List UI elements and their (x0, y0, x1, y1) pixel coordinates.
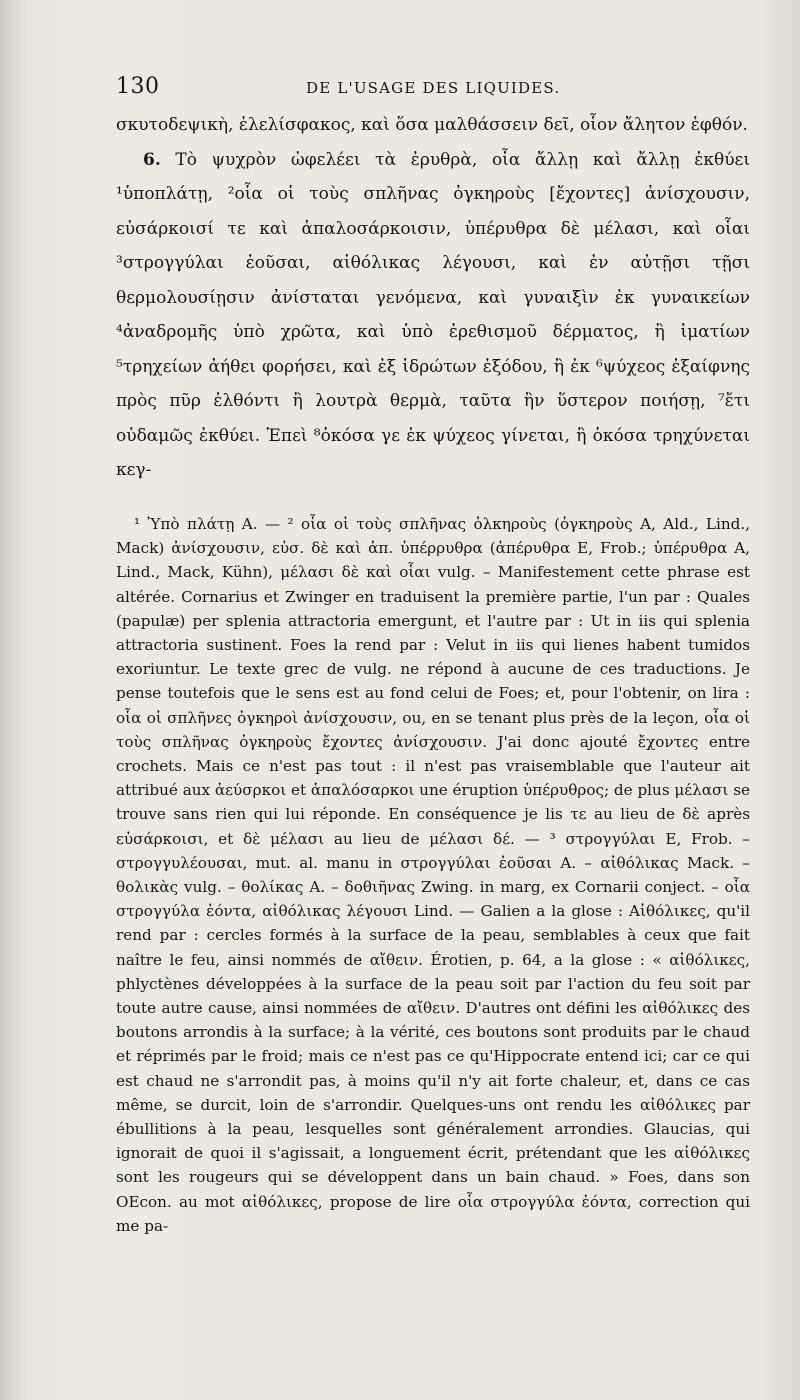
paragraph-6-text: Τὸ ψυχρὸν ὠφελέει τὰ ἐρυθρὰ, οἷα ἄλλῃ καὶ ἄλλῃ ἐκθύει ¹ὑποπλάτῃ, ²οἷα οἱ τοὺς σπλῆνας ὀγκηροὺς [ἔχοντες] ἀνίσχουσιν, εὐσάρκοισί τε καὶ ἁπαλοσάρκοισιν, ὑπέρυθρα δὲ μέλασι, καὶ οἷαι ³στρογγύλαι ἐοῦσαι, αἰθόλικας λέγουσι, καὶ ἐν αὐτῇσι τῇσι θερμολουσίῃσιν ἀνίσταται γενόμενα, καὶ γυναιξὶν ἐκ γυναικείων ⁴ἀναδρομῆς ὑπὸ χρῶτα, καὶ ὑπὸ ἐρεθισμοῦ δέρματος, ἢ ἱματίων ⁵τρηχείων ἀήθει φορήσει, καὶ ἐξ ἱδρώτων ἐξόδου, ἢ ἐκ ⁶ψύχεος ἐξαίφνης πρὸς πῦρ ἐλθόντι ἢ λουτρὰ θερμὰ, ταῦτα ἢν ὕστερον ποιήσῃ, ⁷ἔτι οὐδαμῶς ἐκθύει. Ἐπεὶ ⁸ὁκόσα γε ἐκ ψύχεος γίνεται, ἢ ὁκόσα τρηχύνεται κεγ- (116, 149, 750, 480)
footnotes (116, 512, 750, 1238)
paragraph-6 (116, 143, 750, 488)
page-number: 130 (116, 74, 160, 99)
page-header (116, 70, 750, 110)
running-title: DE L'USAGE DES LIQUIDES. (306, 79, 561, 97)
main-text (116, 108, 750, 488)
footnote-text: ¹ Ὑπὸ πλάτῃ A. — ² οἷα οἱ τοὺς σπλῆνας ὀλκηροὺς (ὀγκηροὺς A, Ald., Lind., Mack) ἀνίσχουσιν, εὐσ. δὲ καὶ ἁπ. ὑπέρρυθρα (ἀπέρυθρα E, Frob.; ὑπέρυθρα A, Lind., Mack, Kühn), μέλασι δὲ καὶ οἷαι vulg. – Manifestement cette phrase est altérée. Cornarius et Zwinger en traduisent la première partie, l'un par : Quales (papulæ) per splenia attractoria emergunt, et l'autre par : Ut in iis qui splenia attractoria sustinent. Foes la rend par : Velut in iis qui lienes habent tumidos exoriuntur. Le texte grec de vulg. ne répond à aucune de ces traductions. Je pense toutefois que le sens est au fond celui de Foes; et, pour l'obtenir, on lira : οἷα οἱ σπλῆνες ὀγκηροὶ ἀνίσχουσιν, ou, en se tenant plus près de la leçon, οἷα οἱ τοὺς σπλῆνας ὀγκηροὺς ἔχοντες ἀνίσχουσιν. J'ai donc ajouté ἔχοντες entre crochets. Mais ce n'est pas tout : il n'est pas vraisemblable que l'auteur ait attribué aux ἀεύσρκοι et ἁπαλόσαρκοι une éruption ὑπέρυθρος; de plus μέλασι se trouve sans rien qui lui réponde. En conséquence je lis τε au lieu de δὲ après εὐσάρκοισι, et δὲ μέλασι au lieu de μέλασι δέ. — ³ στρογγύλαι E, Frob. – στρογγυλέουσαι, mut. al. manu in στρογγύλαι ἐοῦσαι A. – αἰθόλικας Mack. – θολικὰς vulg. – θολίκας A. – δοθιῆνας Zwing. in marg, ex Cornarii conject. – οἷα στρογγύλα ἐόντα, αἰθόλικας λέγουσι Lind. — Galien a la glose : Αἰθόλικες, qu'il rend par : cercles formés à la surface de la peau, semblables à ceux que fait naître le feu, ainsi nommés de αἴθειν. Érotien, p. 64, a la glose : « αἰθόλικες, phlyctènes développées à la surface de la peau soit par l'action du feu soit par toute autre cause, ainsi nommées de αἴθειν. D'autres ont défini les αἰθόλικες des boutons arrondis à la surface; à la vérité, ces boutons sont produits par le chaud et réprimés par le froid; mais ce n'est pas ce qu'Hippocrate entend ici; car ce qui est chaud ne s'arrondit pas, à moins qu'il n'y ait forte chaleur, et, dans ce cas même, se durcit, loin de s'arrondir. Quelques-uns ont rendu les αἰθόλικες par ébullitions à la peau, lesquelles sont généralement arrondies. Glaucias, qui ignorait de quoi il s'agissait, a longuement écrit, prétendant que les αἰθόλικες sont les rougeurs qui se développent dans un bain chaud. » Foes, dans son OEcon. au mot αἰθόλικες, propose de lire οἷα στρογγύλα ἐόντα, correction qui me pa- (116, 515, 750, 1235)
section-number: 6. (143, 149, 161, 170)
paragraph-continuation: σκυτοδεψικὴ, ἐλελίσφακος, καὶ ὅσα μαλθάσσειν δεῖ, οἷον ἄλητον ἑφθόν. (116, 115, 748, 135)
